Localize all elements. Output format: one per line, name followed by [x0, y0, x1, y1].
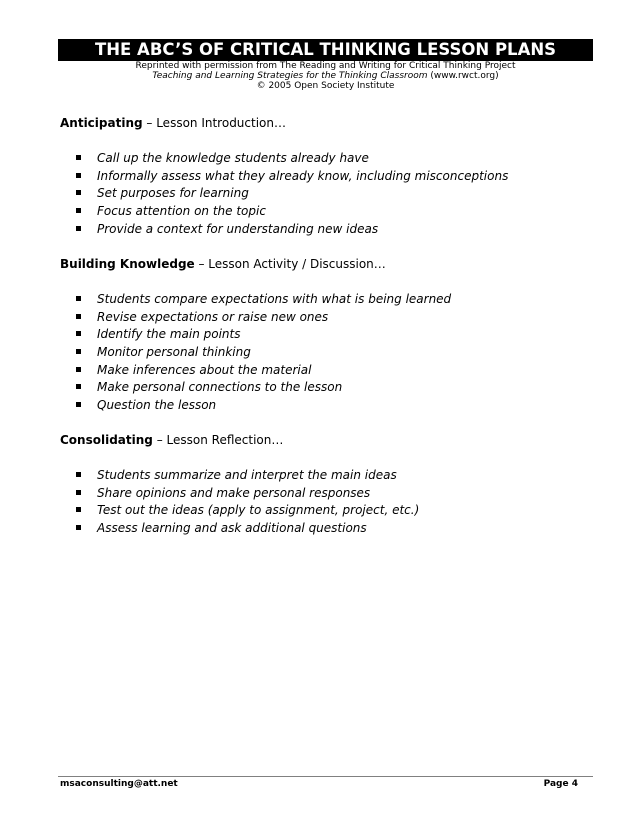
square-bullet-icon: [76, 331, 81, 336]
credit-line: Reprinted with permission from The Reading and Writing for Critical Thinking Project: [135, 61, 516, 71]
square-bullet-icon: [76, 314, 81, 319]
copyright-line: © 2005 Open Society Institute: [256, 81, 395, 91]
square-bullet-icon: [76, 226, 81, 231]
section-subtitle: – Lesson Activity / Discussion…: [194, 257, 386, 271]
footer-divider: [58, 776, 593, 777]
square-bullet-icon: [76, 367, 81, 372]
section-title: Anticipating: [60, 116, 143, 130]
square-bullet-icon: [76, 173, 81, 178]
square-bullet-icon: [76, 208, 81, 213]
section-heading-consolidating: [60, 433, 283, 447]
credit-website: (www.rwct.org): [427, 71, 499, 81]
section-title: Building Knowledge: [60, 257, 195, 271]
square-bullet-icon: [76, 155, 81, 160]
footer-email: msaconsulting@att.net: [60, 779, 178, 789]
square-bullet-icon: [76, 507, 81, 512]
section-title: Consolidating: [60, 433, 153, 447]
square-bullet-icon: [76, 472, 81, 477]
square-bullet-icon: [76, 490, 81, 495]
square-bullet-icon: [76, 384, 81, 389]
square-bullet-icon: [76, 525, 81, 530]
square-bullet-icon: [76, 190, 81, 195]
square-bullet-icon: [76, 296, 81, 301]
credit-book-title: Teaching and Learning Strategies for the Thinking Classroom: [152, 71, 428, 81]
section-heading-building-knowledge: [60, 257, 386, 271]
page-title: THE ABC’S OF CRITICAL THINKING LESSON PLANS: [58, 39, 593, 61]
square-bullet-icon: [76, 402, 81, 407]
section-heading-anticipating: [60, 116, 286, 130]
section-subtitle: – Lesson Reflection…: [152, 433, 284, 447]
section-subtitle: – Lesson Introduction…: [142, 116, 286, 130]
footer-page-number: Page 4: [543, 779, 578, 789]
square-bullet-icon: [76, 349, 81, 354]
